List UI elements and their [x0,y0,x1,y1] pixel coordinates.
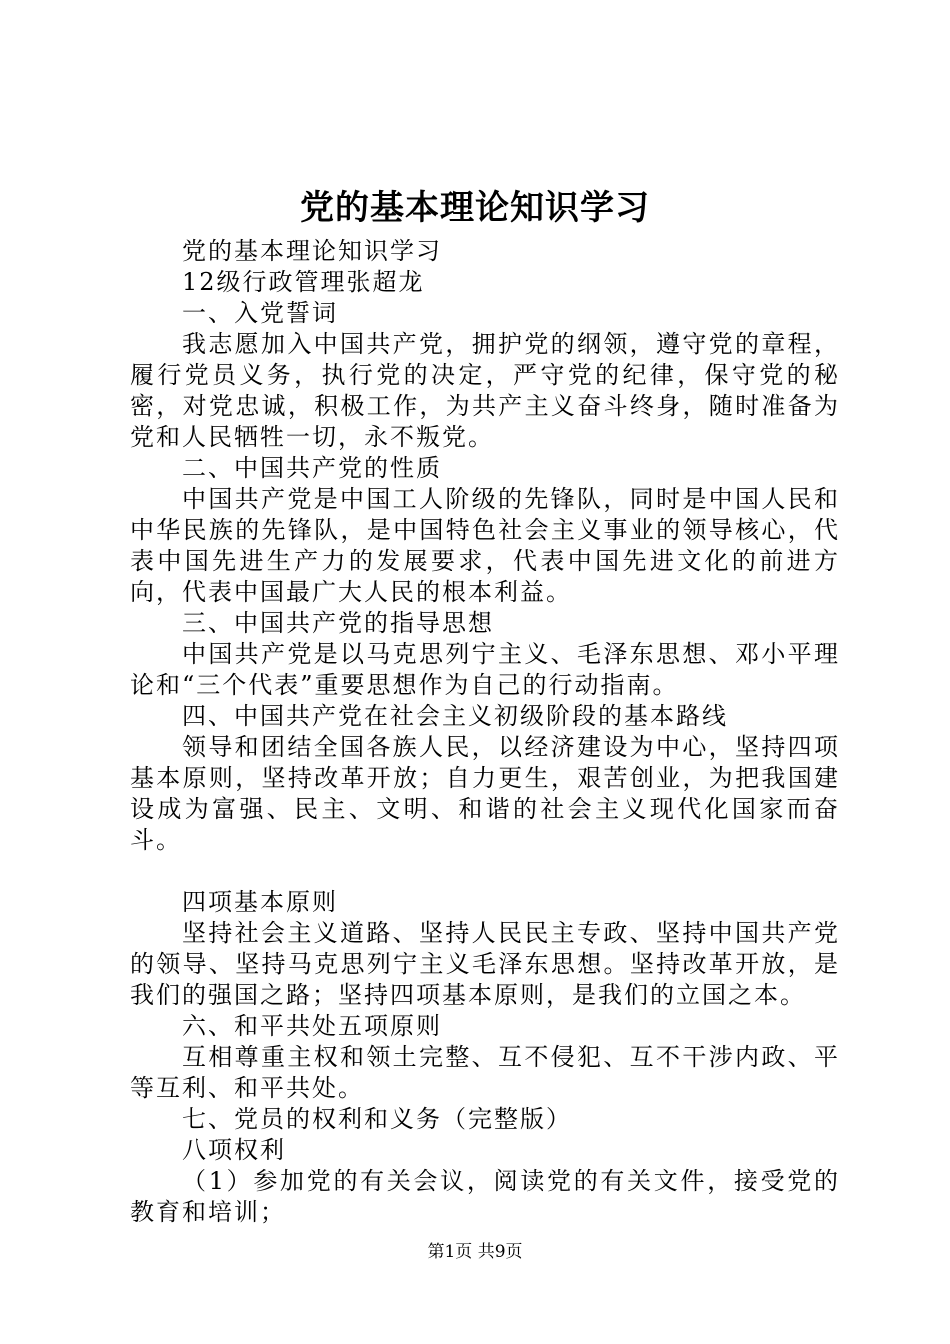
paragraph: 党的基本理论知识学习 [182,237,442,265]
paragraph: （1）参加党的有关会议，阅读党的有关文件，接受党的教育和培训； [130,1167,840,1226]
section-heading: 七、党员的权利和义务（完整版） [182,1105,572,1133]
paragraph: 中国共产党是以马克思列宁主义、毛泽东思想、邓小平理论和“三个代表”重要思想作为自己的行动指南。 [130,640,840,699]
section-heading: 四、中国共产党在社会主义初级阶段的基本路线 [182,702,728,730]
paragraph: 中国共产党是中国工人阶级的先锋队，同时是中国人民和中华民族的先锋队，是中国特色社会主义事业的领导核心，代表中国先进生产力的发展要求，代表中国先进文化的前进方向，代表中国最广大人民的根本利益。 [130,485,840,606]
paragraph: 互相尊重主权和领土完整、互不侵犯、互不干涉内政、平等互利、和平共处。 [130,1043,840,1102]
page-footer: 第1页 共9页 [427,1242,523,1262]
paragraph: 我志愿加入中国共产党，拥护党的纲领，遵守党的章程，履行党员义务，执行党的决定，严守党的纪律，保守党的秘密，对党忠诚，积极工作，为共产主义奋斗终身，随时准备为党和人民牺牲一切，永不叛党。 [130,330,840,451]
document-body [130,236,840,1228]
section-heading: 八项权利 [182,1136,286,1164]
section-heading: 二、中国共产党的性质 [182,454,442,482]
section-heading: 一、入党誓词 [182,299,338,327]
document-title: 党的基本理论知识学习 [300,188,650,228]
section-heading: 四项基本原则 [182,888,338,916]
section-heading: 三、中国共产党的指导思想 [182,609,494,637]
paragraph: 领导和团结全国各族人民，以经济建设为中心，坚持四项基本原则，坚持改革开放；自力更生，艰苦创业，为把我国建设成为富强、民主、文明、和谐的社会主义现代化国家而奋斗。 [130,733,840,854]
paragraph: 坚持社会主义道路、坚持人民民主专政、坚持中国共产党的领导、坚持马克思列宁主义毛泽东思想。坚持改革开放，是我们的强国之路；坚持四项基本原则，是我们的立国之本。 [130,919,840,1009]
paragraph: 12级行政管理张超龙 [182,268,425,296]
section-heading: 六、和平共处五项原则 [182,1012,442,1040]
